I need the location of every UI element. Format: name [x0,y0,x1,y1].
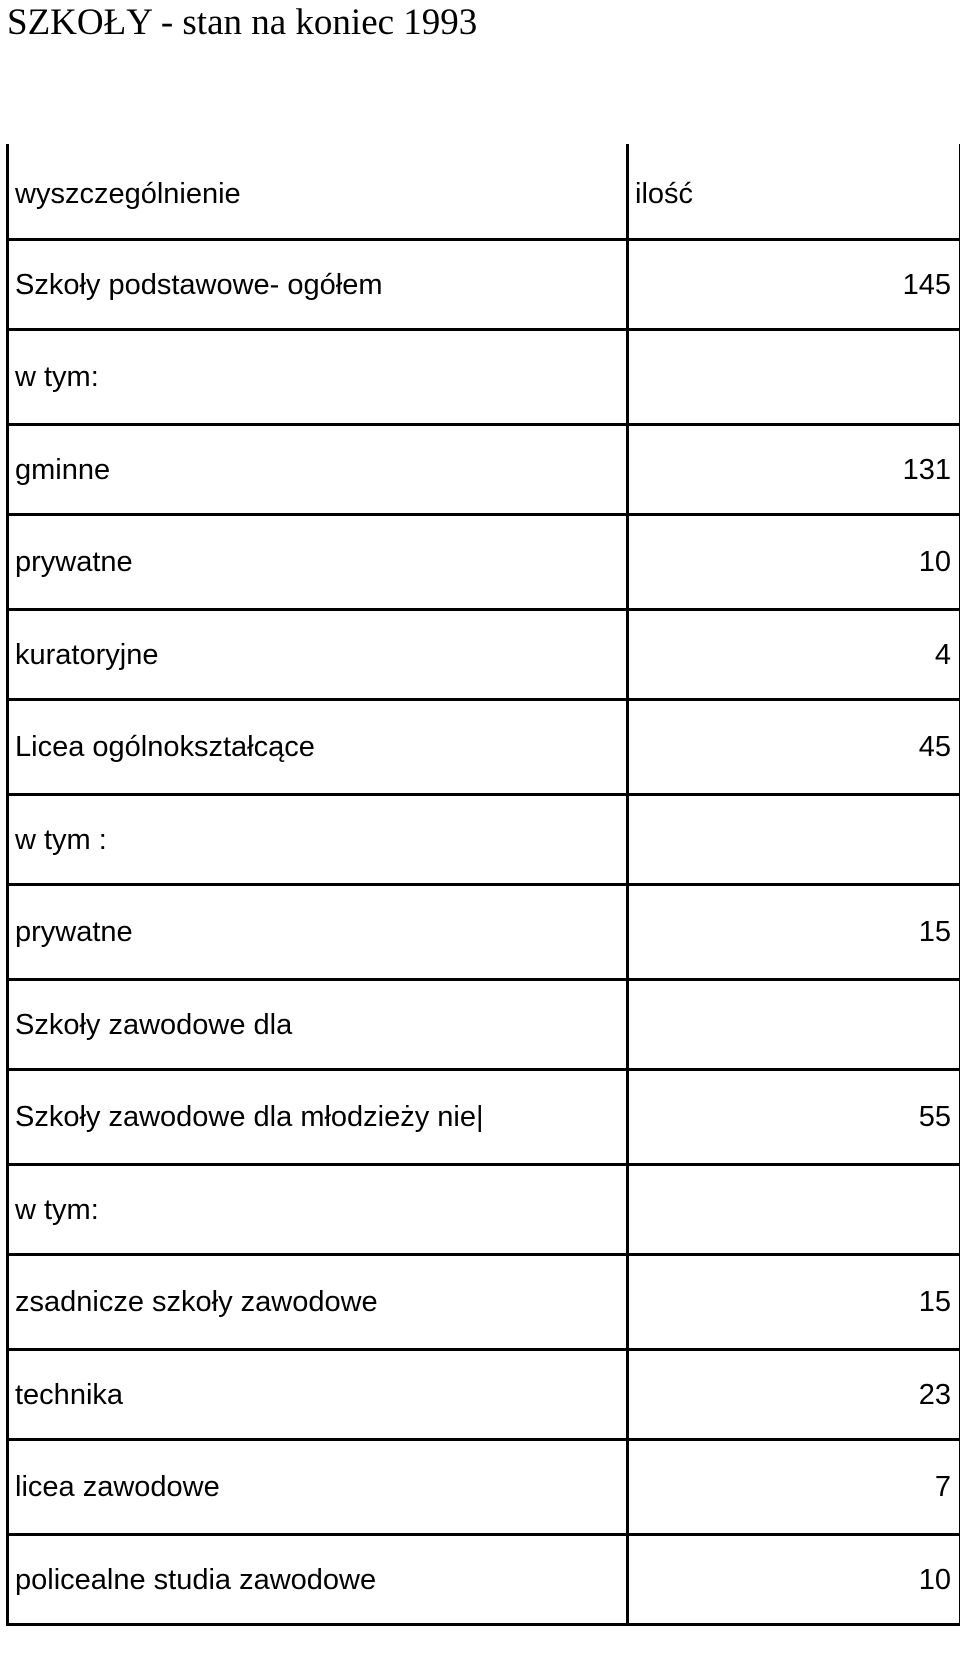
row-label-cell: prywatne [8,515,628,610]
row-label-cell: kuratoryjne [8,610,628,700]
table-row [8,885,960,980]
row-label-cell: w tym: [8,330,628,425]
table-row [8,1255,960,1350]
row-label-cell: w tym : [8,795,628,885]
table-row [8,1535,960,1625]
row-label-cell: w tym: [8,1165,628,1255]
row-value-cell [628,1165,960,1255]
table-row [8,980,960,1070]
table-row [8,1070,960,1165]
table-row [8,610,960,700]
table-row [8,425,960,515]
row-label-cell: technika [8,1350,628,1440]
row-label-cell: Licea ogólnokształcące [8,700,628,795]
table-row [8,330,960,425]
row-label-cell: zsadnicze szkoły zawodowe [8,1255,628,1350]
row-value-cell: 15 [628,885,960,980]
row-label-cell: Szkoły zawodowe dla młodzieży nie| [8,1070,628,1165]
table-row [8,240,960,330]
table-row [8,1165,960,1255]
page-title: SZKOŁY - stan na koniec 1993 [7,2,478,43]
row-value-cell [628,980,960,1070]
row-value-cell: 15 [628,1255,960,1350]
row-value-cell: 4 [628,610,960,700]
table-row [8,1440,960,1535]
header-value-cell: ilość [628,144,960,240]
row-value-cell [628,795,960,885]
header-label-cell: wyszczególnienie [8,144,628,240]
row-value-cell [628,330,960,425]
row-label-cell: licea zawodowe [8,1440,628,1535]
schools-table [6,144,960,1626]
row-label-cell: Szkoły zawodowe dla [8,980,628,1070]
row-value-cell: 23 [628,1350,960,1440]
row-value-cell: 55 [628,1070,960,1165]
row-value-cell: 10 [628,1535,960,1625]
table-header-row [8,144,960,240]
table-row [8,795,960,885]
row-label-cell: prywatne [8,885,628,980]
row-label-cell: gminne [8,425,628,515]
table-row [8,515,960,610]
row-label-cell: Szkoły podstawowe- ogółem [8,240,628,330]
table-row [8,700,960,795]
schools-table-container [6,144,959,1626]
row-value-cell: 10 [628,515,960,610]
row-value-cell: 7 [628,1440,960,1535]
row-value-cell: 145 [628,240,960,330]
row-label-cell: policealne studia zawodowe [8,1535,628,1625]
row-value-cell: 131 [628,425,960,515]
table-row [8,1350,960,1440]
row-value-cell: 45 [628,700,960,795]
